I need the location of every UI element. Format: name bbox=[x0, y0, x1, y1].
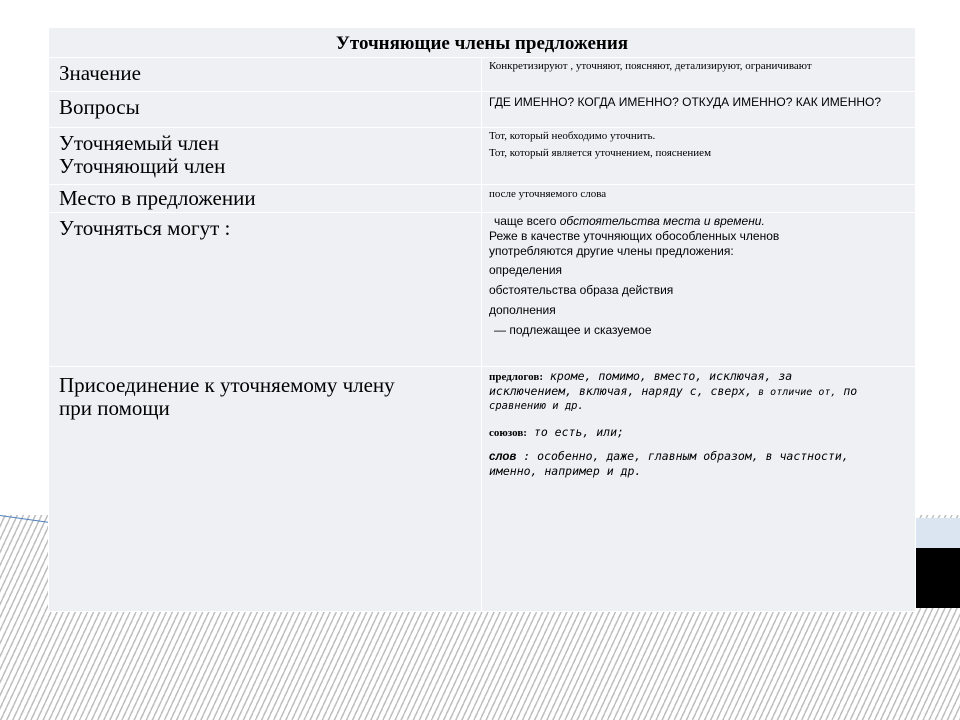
clarifying-members-table bbox=[48, 27, 916, 612]
table-row bbox=[49, 185, 915, 213]
prepositions-line: предлогов: кроме, помимо, вместо, исключая, за bbox=[489, 369, 793, 383]
prepositions-line: сравнению и др. bbox=[489, 400, 584, 412]
list-item: обстоятельства образа действия bbox=[489, 283, 674, 297]
row-value: Конкретизируют , уточняют, поясняют, детализируют, ограничивают bbox=[489, 60, 812, 72]
row-value-cell bbox=[482, 92, 915, 127]
row-label: Уточняться могут : bbox=[59, 216, 231, 240]
row-label: Вопросы bbox=[59, 95, 140, 119]
row-label: Уточняющий член bbox=[59, 154, 226, 178]
row-label: при помощи bbox=[59, 396, 170, 420]
row-label: Значение bbox=[59, 61, 141, 85]
words-line: слов : особенно, даже, главным образом, в частности, bbox=[489, 449, 849, 463]
row-label-cell bbox=[49, 213, 482, 366]
table-header-row bbox=[49, 28, 915, 58]
row-value-cell bbox=[482, 58, 915, 91]
row-value: Тот, который является уточнением, пояснением bbox=[489, 147, 712, 159]
row-value: Реже в качестве уточняющих обособленных членов bbox=[489, 229, 780, 243]
row-label-cell bbox=[49, 128, 482, 184]
row-label: Место в предложении bbox=[59, 186, 256, 210]
row-value-cell bbox=[482, 185, 915, 212]
list-item: дополнения bbox=[489, 303, 556, 317]
row-value: употребляются другие члены предложения: bbox=[489, 244, 734, 258]
prepositions-line: исключением, включая, наряду с, сверх, в отличие от, по bbox=[489, 384, 858, 398]
row-value: чаще всего обстоятельства места и времени. bbox=[494, 214, 765, 228]
table-row bbox=[49, 58, 915, 92]
row-value-cell bbox=[482, 213, 915, 366]
row-value: ГДЕ ИМЕННО? КОГДА ИМЕННО? ОТКУДА ИМЕННО? КАК ИМЕННО? bbox=[489, 95, 882, 109]
row-value: после уточняемого слова bbox=[489, 188, 607, 200]
table-row bbox=[49, 92, 915, 128]
row-value-cell bbox=[482, 128, 915, 184]
table-row bbox=[49, 213, 915, 367]
row-value-cell bbox=[482, 367, 915, 611]
row-value: Тот, который необходимо уточнить. bbox=[489, 130, 656, 142]
table-title: Уточняющие члены предложения bbox=[335, 33, 629, 54]
list-item: определения bbox=[489, 263, 563, 277]
row-label: Уточняемый член bbox=[59, 131, 219, 155]
row-label-cell bbox=[49, 92, 482, 127]
row-label-cell bbox=[49, 185, 482, 212]
table-row bbox=[49, 367, 915, 611]
list-item: — подлежащее и сказуемое bbox=[494, 323, 652, 337]
row-label: Присоединение к уточняемому члену bbox=[59, 373, 395, 397]
row-label-cell bbox=[49, 367, 482, 611]
decorative-corner bbox=[913, 518, 960, 608]
words-line: именно, например и др. bbox=[489, 464, 642, 478]
conjunctions-line: союзов: то есть, или; bbox=[489, 425, 624, 439]
table-row bbox=[49, 128, 915, 185]
row-label-cell bbox=[49, 58, 482, 91]
